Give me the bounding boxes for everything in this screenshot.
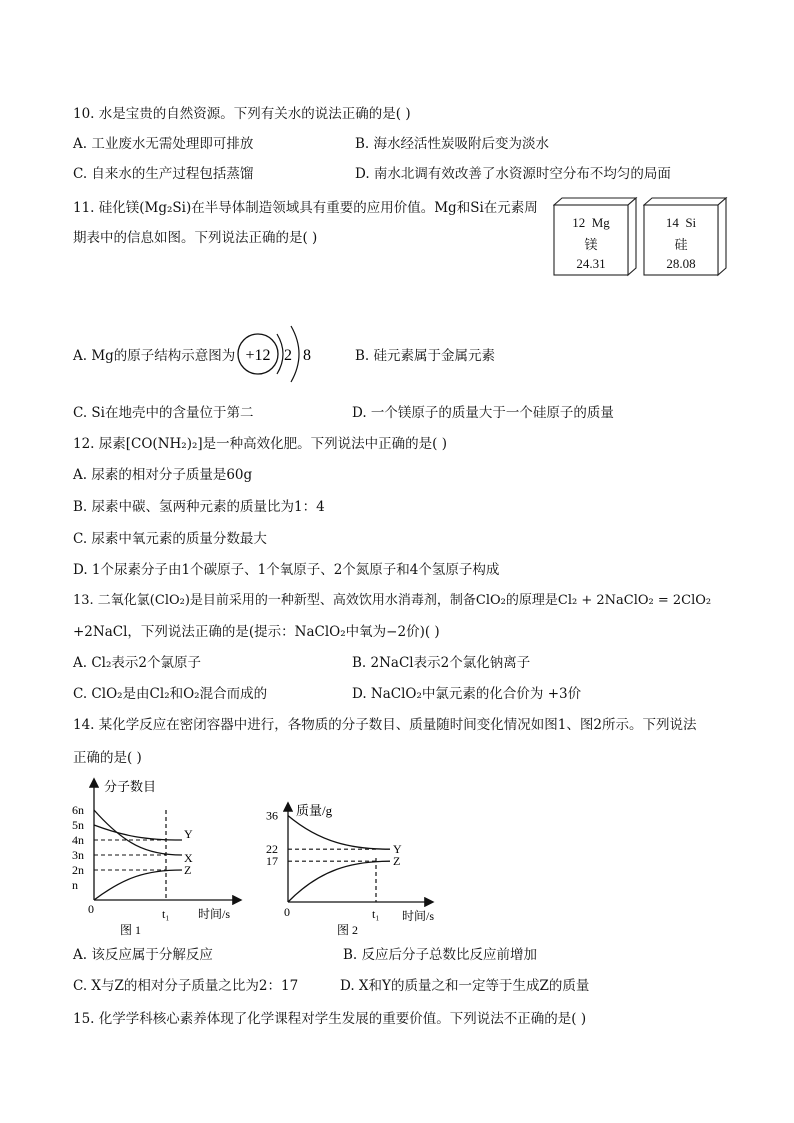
si-symbol: Si <box>685 215 697 230</box>
q13-option-a[interactable]: A. Cl₂表示2个氯原子 <box>73 655 201 671</box>
fig2-t1-label: t₁ <box>372 907 380 921</box>
si-atomic-number: 14 <box>665 215 679 230</box>
si-name: 硅 <box>674 237 688 252</box>
q14-stem-line2: 正确的是( ) <box>73 750 142 766</box>
fig1-label-Y: Y <box>184 827 193 841</box>
q14-option-b[interactable]: B. 反应后分子总数比反应前增加 <box>343 947 538 963</box>
fig2-ytick: 22 <box>266 842 278 857</box>
fig1-label-X: X <box>184 851 193 865</box>
fig2-origin: 0 <box>284 905 290 919</box>
q10-option-a[interactable]: A. 工业废水无需处理即可排放 <box>73 136 254 152</box>
q13-option-b[interactable]: B. 2NaCl表示2个氯化钠离子 <box>352 655 531 671</box>
fig2-series-Z <box>288 861 390 902</box>
q13-stem-line2: +2NaCl，下列说法正确的是(提示：NaClO₂中氧为−2价)( ) <box>73 624 440 640</box>
fig2-label-Z: Z <box>393 854 401 869</box>
fig1-origin: 0 <box>88 902 94 916</box>
fig1-ytick: 3n <box>72 848 84 862</box>
shell-2-electrons: 8 <box>303 347 311 364</box>
q13-option-d[interactable]: D. NaClO₂中氯元素的化合价为 +3价 <box>352 686 582 702</box>
q13-stem-line1: 13. 二氧化氯(ClO₂)是目前采用的一种新型、高效饮用水消毒剂，制备ClO₂的原理是Cl₂ + 2NaClO₂ = 2ClO₂ <box>73 593 712 608</box>
fig1-ylabel: 分子数目 <box>104 779 157 794</box>
fig1-ytick: 2n <box>72 863 84 877</box>
q10-option-d[interactable]: D. 南水北调有效改善了水资源时空分布不均匀的局面 <box>355 166 671 182</box>
q10-option-c[interactable]: C. 自来水的生产过程包括蒸馏 <box>73 166 254 182</box>
nucleus-charge: +12 <box>245 347 271 364</box>
fig2-ytick: 36 <box>266 808 278 823</box>
figure-2-chart <box>262 798 442 938</box>
shell-1-electrons: 2 <box>284 347 292 364</box>
q10-option-b[interactable]: B. 海水经活性炭吸附后变为淡水 <box>355 136 550 152</box>
q11-option-d[interactable]: D. 一个镁原子的质量大于一个硅原子的质量 <box>352 405 614 421</box>
mg-atom-diagram <box>233 318 323 390</box>
q11-stem-line2: 期表中的信息如图。下列说法正确的是( ) <box>73 230 318 246</box>
fig2-ylabel: 质量/g <box>296 803 333 818</box>
q14-option-c[interactable]: C. X与Z的相对分子质量之比为2：17 <box>73 978 299 994</box>
si-cell <box>645 215 717 272</box>
mg-symbol: Mg <box>591 215 610 230</box>
q14-stem-line1: 14. 某化学反应在密闭容器中进行，各物质的分子数目、质量随时间变化情况如图1、图2所示。下列说法 <box>73 717 697 733</box>
figure-1-chart <box>70 772 270 940</box>
fig1-caption: 图 1 <box>120 923 142 937</box>
fig1-ytick: n <box>72 878 78 892</box>
fig1-ytick: 5n <box>72 818 84 832</box>
fig1-ytick: 4n <box>72 833 84 847</box>
fig2-caption: 图 2 <box>337 923 359 937</box>
fig2-ytick: 17 <box>266 854 278 869</box>
q12-option-b[interactable]: B. 尿素中碳、氢两种元素的质量比为1：4 <box>73 499 325 515</box>
fig2-label-Y: Y <box>393 842 402 857</box>
fig1-ytick: 6n <box>72 803 84 817</box>
q11-stem-line1: 11. 硅化镁(Mg₂Si)在半导体制造领域具有重要的应用价值。Mg和Si在元素周 <box>73 200 538 216</box>
fig1-t1-label: t₁ <box>162 907 170 921</box>
q11-option-b[interactable]: B. 硅元素属于金属元素 <box>355 348 496 364</box>
q11-option-a[interactable]: A. Mg的原子结构示意图为 <box>73 348 236 364</box>
q10-stem: 10. 水是宝贵的自然资源。下列有关水的说法正确的是( ) <box>73 106 411 122</box>
mg-atomic-number: 12 <box>572 215 586 230</box>
mg-name: 镁 <box>584 237 598 252</box>
fig1-xlabel: 时间/s <box>198 907 231 921</box>
q12-option-d[interactable]: D. 1个尿素分子由1个碳原子、1个氧原子、2个氮原子和4个氢原子构成 <box>73 562 500 578</box>
fig1-series-Y <box>94 825 182 840</box>
mg-mass: 24.31 <box>576 256 606 271</box>
q15-stem: 15. 化学学科核心素养体现了化学课程对学生发展的重要价值。下列说法不正确的是( ) <box>73 1011 587 1027</box>
si-mass: 28.08 <box>666 256 696 271</box>
fig1-series-Z <box>94 870 182 900</box>
q14-option-a[interactable]: A. 该反应属于分解反应 <box>73 947 213 963</box>
q12-option-c[interactable]: C. 尿素中氧元素的质量分数最大 <box>73 531 267 547</box>
q14-option-d[interactable]: D. X和Y的质量之和一定等于生成Z的质量 <box>340 978 590 994</box>
mg-cell <box>555 215 627 272</box>
q11-option-c[interactable]: C. Si在地壳中的含量位于第二 <box>73 405 254 421</box>
fig2-series-Y <box>288 816 390 850</box>
q12-stem: 12. 尿素[CO(NH₂)₂]是一种高效化肥。下列说法中正确的是( ) <box>73 436 447 452</box>
fig1-series-X <box>94 810 182 855</box>
q12-option-a[interactable]: A. 尿素的相对分子质量是60g <box>73 467 253 483</box>
fig2-xlabel: 时间/s <box>402 909 435 923</box>
fig1-label-Z: Z <box>184 863 192 877</box>
q13-option-c[interactable]: C. ClO₂是由Cl₂和O₂混合而成的 <box>73 686 268 702</box>
